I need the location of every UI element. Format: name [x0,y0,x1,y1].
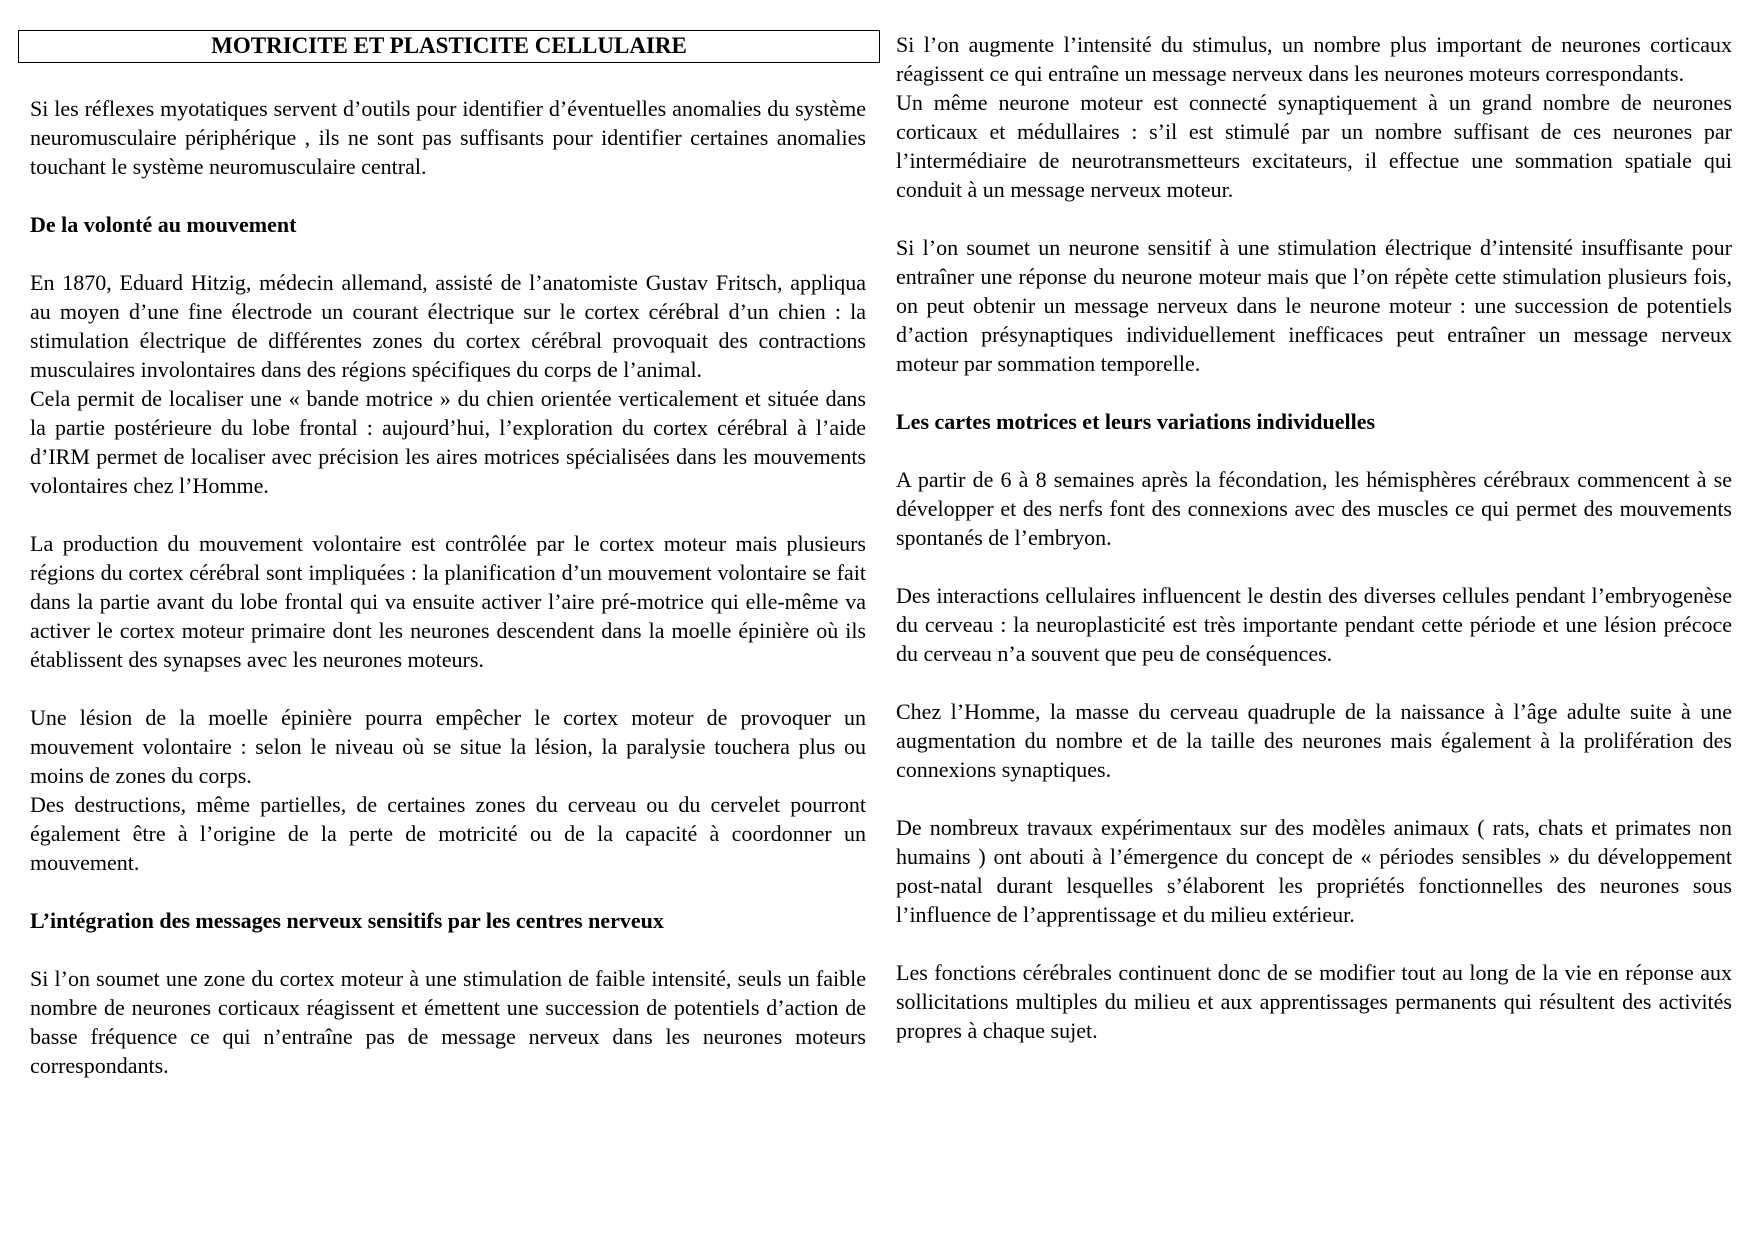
paragraph-faible-intensite: Si l’on soumet une zone du cortex moteur à une stimulation de faible intensité, seuls un faible nombre de neurones corticaux réagissent et émettent une succession de potentiels d’action de basse fréquence ce qui n’entraîne pas de message nerveux dans les neurones moteurs correspondants. [30,966,866,1078]
paragraph-sommation-spatiale: Un même neurone moteur est connecté synaptiquement à un grand nombre de neurones corticaux et médullaires : s’il est stimulé par un nombre suffisant de ces neurones par l’intermédiaire de neurotransmetteurs excitateurs, il effectue une sommation spatiale qui conduit à un message nerveux moteur. [896,90,1732,202]
paragraph-fonctions-cerebrales: Les fonctions cérébrales continuent donc de se modifier tout au long de la vie en réponse aux sollicitations multiples du milieu et aux apprentissages permanents qui résultent des activités propres à chaque sujet. [896,960,1732,1043]
paragraph-destructions: Des destructions, même partielles, de certaines zones du cerveau ou du cervelet pourront également être à l’origine de la perte de motricité ou de la capacité à coordonner un mouvement. [30,792,866,875]
paragraph-production-mouvement: La production du mouvement volontaire est contrôlée par le cortex moteur mais plusieurs régions du cortex cérébral sont impliquées : la planification d’un mouvement volontaire se fait dans la partie avant du lobe frontal qui va ensuite activer l’aire pré-motrice qui elle-même va activer le cortex moteur primaire dont les neurones descendent dans la moelle épinière où ils établissent des synapses avec les neurones moteurs. [30,531,866,672]
section-heading-cartes-motrices: Les cartes motrices et leurs variations individuelles [896,409,1376,434]
page-title: MOTRICITE ET PLASTICITE CELLULAIRE [18,30,880,63]
paragraph-interactions-cellulaires: Des interactions cellulaires influencent le destin des diverses cellules pendant l’embryogenèse du cerveau : la neuroplasticité est très importante pendant cette période et une lésion précoce du cerveau n’a souvent que peu de conséquences. [896,583,1732,666]
paragraph-augmente-intensite: Si l’on augmente l’intensité du stimulus, un nombre plus important de neurones corticaux réagissent ce qui entraîne un message nerveux dans les neurones moteurs correspondants. [896,32,1732,86]
intro-paragraph: Si les réflexes myotatiques servent d’outils pour identifier d’éventuelles anomalies du système neuromusculaire périphérique , ils ne sont pas suffisants pour identifier certaines anomalies touchant le système neuromusculaire central. [30,96,866,179]
section-heading-integration: L’intégration des messages nerveux sensitifs par les centres nerveux [30,908,664,933]
right-column [896,30,1732,1045]
paragraph-sommation-temporelle: Si l’on soumet un neurone sensitif à une stimulation électrique d’intensité insuffisante pour entraîner une réponse du neurone moteur mais que l’on répète cette stimulation plusieurs fois, on peut obtenir un message nerveux dans le neurone moteur : une succession de potentiels d’action présynaptiques individuellement inefficaces peut entraîner un message nerveux moteur par sommation temporelle. [896,235,1732,376]
paragraph-hitzig: En 1870, Eduard Hitzig, médecin allemand, assisté de l’anatomiste Gustav Fritsch, appliqua au moyen d’une fine électrode un courant électrique sur le cortex cérébral d’un chien : la stimulation électrique de différentes zones du cortex cérébral provoquait des contractions musculaires involontaires dans des régions spécifiques du corps de l’animal. [30,270,866,382]
section-heading-volonte: De la volonté au mouvement [30,212,297,237]
paragraph-lesion-moelle: Une lésion de la moelle épinière pourra empêcher le cortex moteur de provoquer un mouvement volontaire : selon le niveau où se situe la lésion, la paralysie touchera plus ou moins de zones du corps. [30,705,866,788]
paragraph-embryon: A partir de 6 à 8 semaines après la fécondation, les hémisphères cérébraux commencent à se développer et des nerfs font des connexions avec des muscles ce qui permet des mouvements spontanés de l’embryon. [896,467,1732,550]
paragraph-bande-motrice: Cela permit de localiser une « bande motrice » du chien orientée verticalement et située dans la partie postérieure du lobe frontal : aujourd’hui, l’exploration du cortex cérébral à l’aide d’IRM permet de localiser avec précision les aires motrices spécialisées dans les mouvements volontaires chez l’Homme. [30,386,866,498]
paragraph-periodes-sensibles: De nombreux travaux expérimentaux sur des modèles animaux ( rats, chats et primates non humains ) ont abouti à l’émergence du concept de « périodes sensibles » du développement post-natal durant lesquelles s’élaborent les propriétés fonctionnelles des neurones sous l’influence de l’apprentissage et du milieu extérieur. [896,815,1732,927]
paragraph-masse-cerveau: Chez l’Homme, la masse du cerveau quadruple de la naissance à l’âge adulte suite à une augmentation du nombre et de la taille des neurones mais également à la prolifération des connexions synaptiques. [896,699,1732,782]
left-column [30,94,866,1080]
